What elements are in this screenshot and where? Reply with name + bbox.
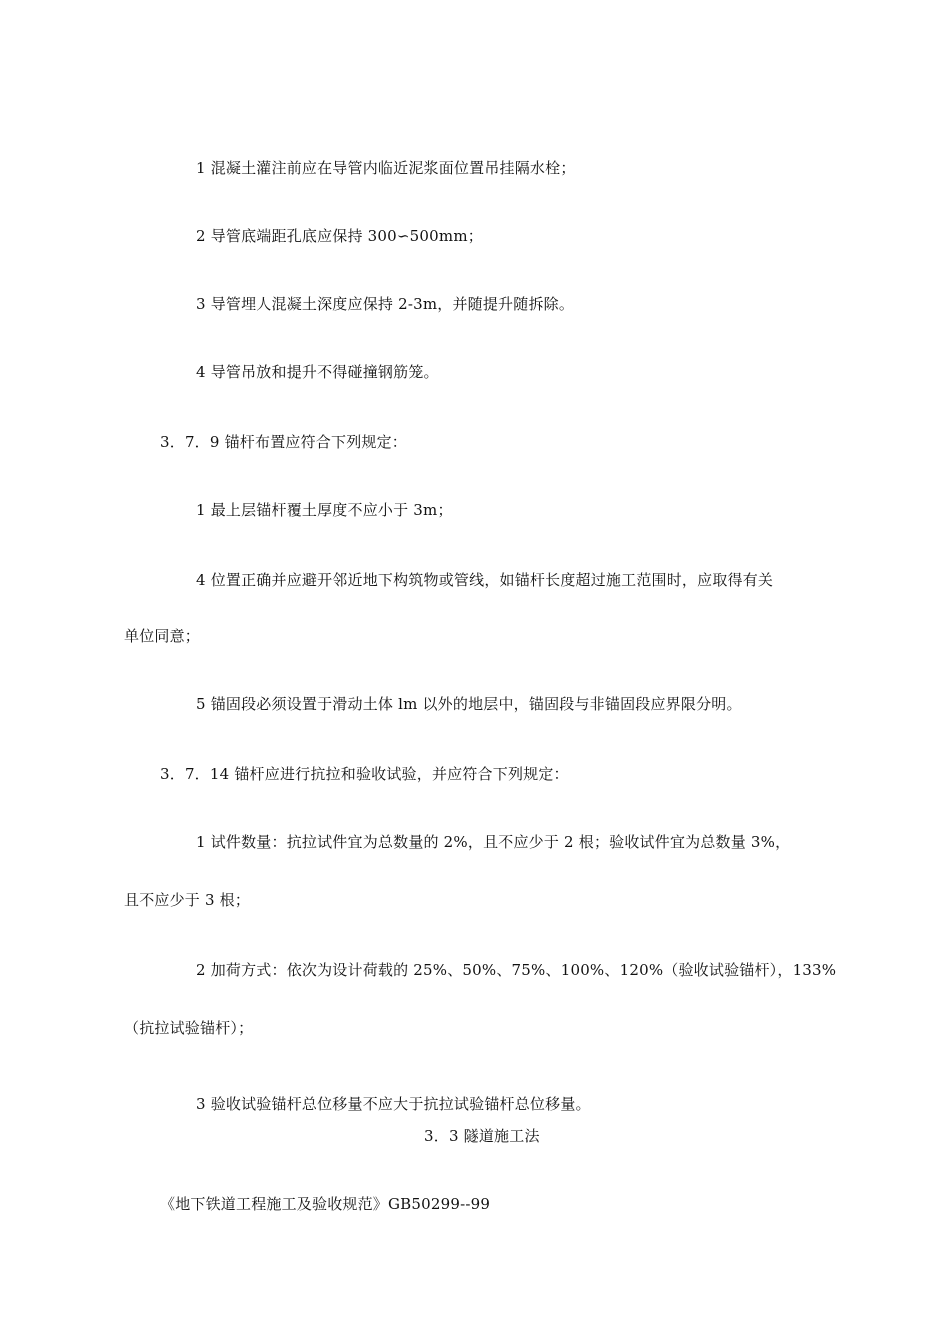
- text-line: 2 加荷方式：依次为设计荷载的 25%、50%、75%、100%、120%（验收试验锚杆），133%: [196, 961, 837, 979]
- text-line: 3 验收试验锚杆总位移量不应大于抗拉试验锚杆总位移量。: [196, 1095, 591, 1113]
- text-line: 4 位置正确并应避开邻近地下构筑物或管线，如锚杆长度超过施工范围时，应取得有关: [196, 571, 774, 589]
- text-line: 且不应少于 3 根；: [124, 891, 251, 909]
- text-line: 4 导管吊放和提升不得碰撞钢筋笼。: [196, 363, 439, 381]
- text-line: 单位同意；: [124, 627, 201, 645]
- text-line: 5 锚固段必须设置于滑动土体 lm 以外的地层中，锚固段与非锚固段应界限分明。: [196, 695, 742, 713]
- text-line: 2 导管底端距孔底应保持 300∽500mm；: [196, 227, 483, 245]
- reference-citation: 《地下铁道工程施工及验收规范》GB50299--99: [160, 1195, 491, 1213]
- text-line: 3 导管埋人混凝土深度应保持 2-3m，并随提升随拆除。: [196, 295, 575, 313]
- text-line: （抗拉试验锚杆）；: [124, 1019, 254, 1037]
- text-line: 1 最上层锚杆覆土厚度不应小于 3m；: [196, 501, 453, 519]
- section-heading: 3．3 隧道施工法: [424, 1127, 540, 1145]
- section-heading: 3．7．14 锚杆应进行抗拉和验收试验，并应符合下列规定：: [160, 765, 569, 783]
- section-heading: 3．7．9 锚杆布置应符合下列规定：: [160, 433, 407, 451]
- text-line: 1 试件数量：抗拉试件宜为总数量的 2%，且不应少于 2 根；验收试件宜为总数量 3%，: [196, 833, 791, 851]
- text-line: 1 混凝土灌注前应在导管内临近泥浆面位置吊挂隔水栓；: [196, 159, 576, 177]
